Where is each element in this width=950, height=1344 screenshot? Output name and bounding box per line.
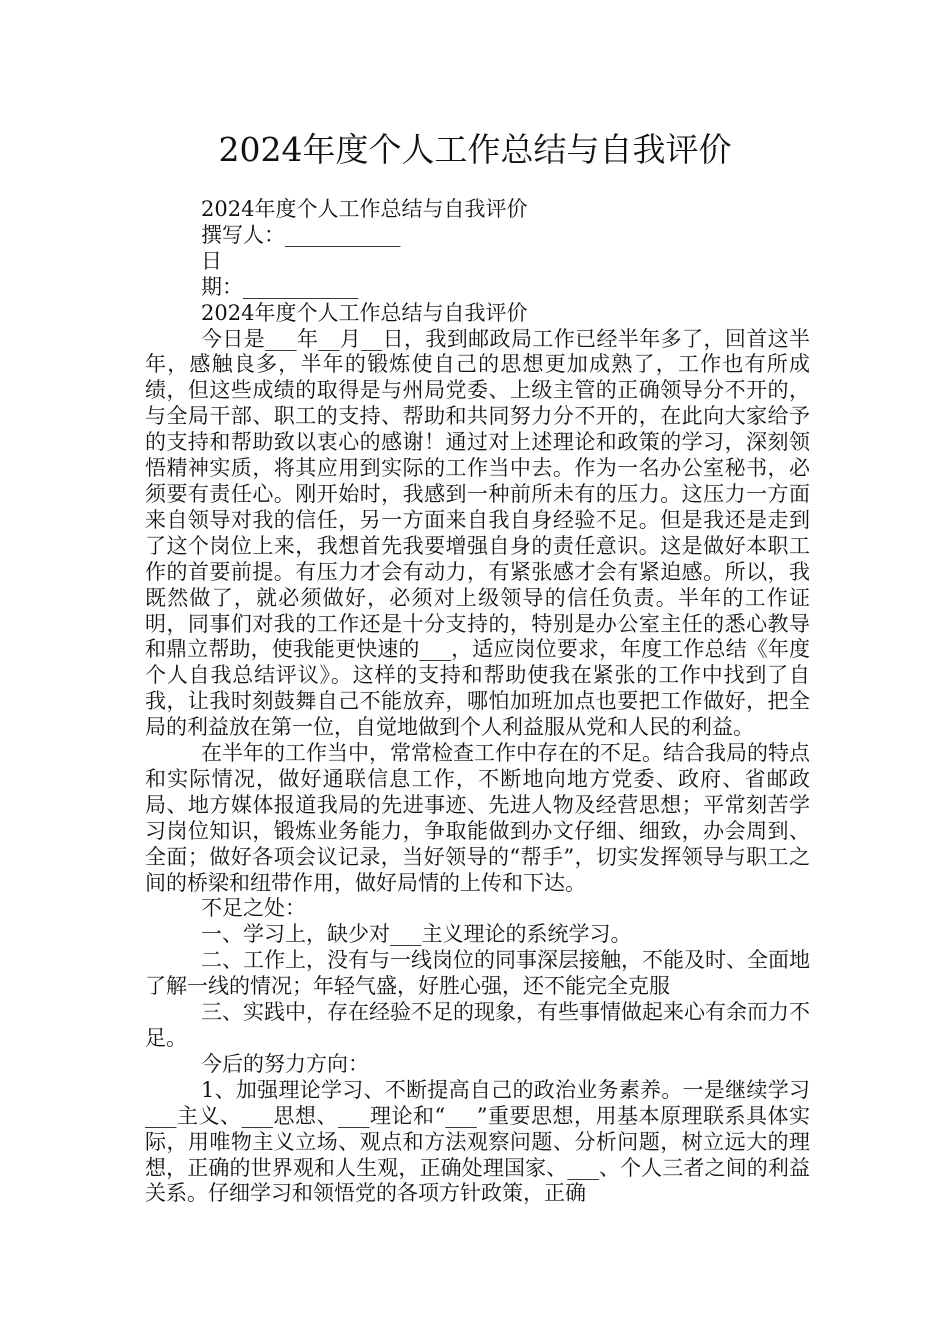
shortcoming-item: 三、实践中，存在经验不足的现象，有些事情做起来心有余而力不足。 <box>145 1000 810 1050</box>
author-line: 撰写人：___________ <box>201 222 401 247</box>
paragraph: 在半年的工作当中，常常检查工作中存在的不足。结合我局的特点和实际情况，做好通联信息工作，不断地向地方党委、政府、省邮政局、地方媒体报道我局的先进事迹、先进人物及经营思想；平常刻苦学习岗位知识，锻炼业务能力，争取能做到办文仔细、细致，办会周到、全面；做好各项会议记录，当好领导的“帮手”，切实发挥领导与职工之间的桥梁和纽带作用，做好局情的上传和下达。 <box>145 741 810 895</box>
repeat-title-line: 2024年度个人工作总结与自我评价 <box>201 300 528 325</box>
date-line-1: 日 <box>201 248 222 273</box>
document-body <box>145 197 810 1207</box>
direction-heading: 今后的努力方向： <box>201 1051 369 1076</box>
document-title: 2024年度个人工作总结与自我评价 <box>218 130 732 169</box>
subtitle-line: 2024年度个人工作总结与自我评价 <box>201 197 528 221</box>
direction-item: 1、加强理论学习、不断提高自己的政治业务素养。一是继续学习___主义、___思想、___理论和“___”重要思想，用基本原理联系具体实际，用唯物主义立场、观点和方法观察问题、分析问题，树立远大的理想，正确的世界观和人生观，正确处理国家、___、个人三者之间的利益关系。仔细学习和领悟党的各项方针政策，正确 <box>145 1077 810 1206</box>
shortcoming-item: 一、学习上，缺少对___主义理论的系统学习。 <box>201 922 632 947</box>
date-line-2: 期：___________ <box>201 274 359 299</box>
shortcomings-heading: 不足之处： <box>201 896 306 921</box>
paragraph: 今日是___年__月__日，我到邮政局工作已经半年多了，回首这半年，感触良多，半年的锻炼使自己的思想更加成熟了，工作也有所成绩，但这些成绩的取得是与州局党委、上级主管的正确领导分不开的，与全局干部、职工的支持、帮助和共同努力分不开的，在此向大家给予的支持和帮助致以衷心的感谢！通过对上述理论和政策的学习，深刻领悟精神实质，将其应用到实际的工作当中去。作为一名办公室秘书，必须要有责任心。刚开始时，我感到一种前所未有的压力。这压力一方面来自领导对我的信任，另一方面来自我自身经验不足。但是我还是走到了这个岗位上来，我想首先我要增强自身的责任意识。这是做好本职工作的首要前提。有压力才会有动力，有紧张感才会有紧迫感。所以，我既然做了，就必须做好，必须对上级领导的信任负责。半年的工作证明，同事们对我的工作还是十分支持的，特别是办公室主任的悉心教导和鼎立帮助，使我能更快速的___，适应岗位要求，年度工作总结《年度个人自我总结评议》。这样的支持和帮助使我在紧张的工作中找到了自我，让我时刻鼓舞自己不能放弃，哪怕加班加点也要把工作做好，把全局的利益放在第一位，自觉地做到个人利益服从党和人民的利益。 <box>145 326 810 740</box>
shortcoming-item: 二、工作上，没有与一线岗位的同事深层接触，不能及时、全面地了解一线的情况；年轻气盛，好胜心强，还不能完全克服 <box>145 948 810 999</box>
